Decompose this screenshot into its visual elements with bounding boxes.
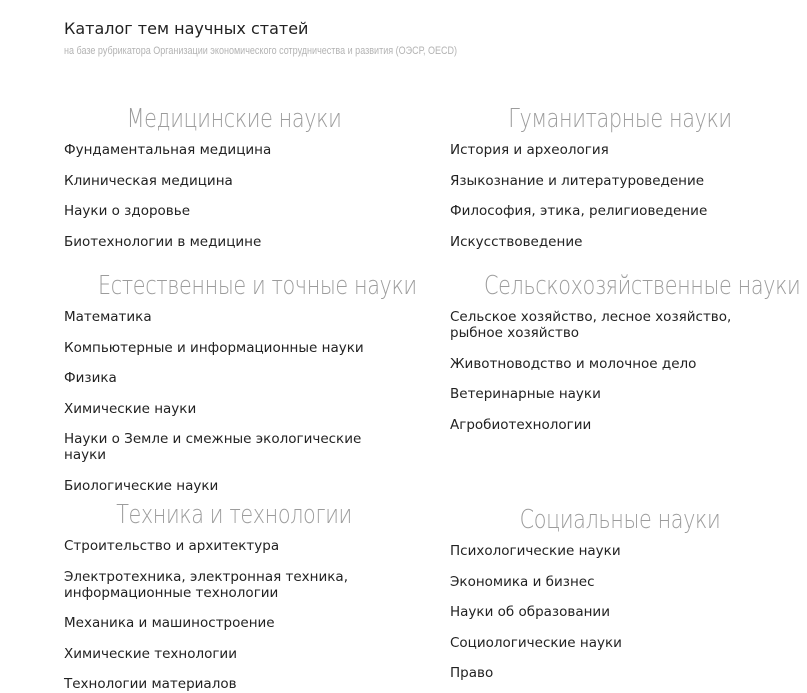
category-link[interactable]: Экономика и бизнес [450, 573, 595, 590]
category-list-agricultural [450, 309, 790, 447]
category-link[interactable]: Животноводство и молочное дело [450, 355, 697, 372]
category-link[interactable]: Механика и машиностроение [64, 615, 275, 631]
page-subtitle: на базе рубрикатора Организации экономического сотрудничества и развития (ОЭСР, OECD) [64, 45, 458, 57]
category-list-medical [64, 142, 404, 264]
category-title-agricultural: Сельскохозяйственные науки [484, 271, 801, 301]
category-link[interactable]: Сельское хозяйство, лесное хозяйство, рыбное хозяйство [450, 309, 732, 341]
category-link[interactable]: Психологические науки [450, 543, 621, 559]
category-list-humanities [450, 142, 790, 264]
category-title-engineering: Техника и технологии [116, 500, 352, 530]
category-link[interactable]: Химические технологии [64, 645, 237, 662]
category-link[interactable]: Науки об образовании [450, 604, 610, 620]
category-link[interactable]: Искусствоведение [450, 233, 583, 250]
category-link[interactable]: Физика [64, 370, 117, 386]
category-link[interactable]: Биологические науки [64, 477, 219, 494]
category-link[interactable]: Компьютерные и информационные науки [64, 339, 364, 356]
category-list-social [450, 543, 790, 681]
category-link[interactable]: Химические науки [64, 400, 197, 417]
category-link[interactable]: Науки о Земле и смежные экологические науки [64, 431, 362, 463]
category-link[interactable]: Электротехника, электронная техника, информационные технологии [64, 568, 348, 601]
category-link[interactable]: Фундаментальная медицина [64, 142, 272, 158]
category-link[interactable]: Клиническая медицина [64, 172, 233, 189]
category-link[interactable]: Ветеринарные науки [450, 386, 601, 402]
page-title: Каталог тем научных статей [64, 19, 309, 38]
category-link[interactable]: Технологии материалов [64, 676, 237, 692]
category-title-humanities: Гуманитарные науки [508, 104, 732, 134]
category-link[interactable]: Право [450, 665, 494, 681]
category-link[interactable]: История и археология [450, 142, 609, 158]
category-link[interactable]: Науки о здоровье [64, 203, 191, 219]
category-title-medical: Медицинские науки [126, 104, 342, 134]
category-link[interactable]: Философия, этика, религиоведение [450, 203, 708, 219]
category-link[interactable]: Социологические науки [450, 634, 622, 651]
category-link[interactable]: Математика [64, 309, 152, 325]
category-link[interactable]: Строительство и архитектура [64, 538, 280, 554]
category-title-social: Социальные науки [519, 505, 721, 535]
category-list-natural [64, 309, 404, 508]
category-link[interactable]: Агробиотехнологии [450, 416, 592, 433]
category-link[interactable]: Языкознание и литературоведение [450, 172, 705, 189]
category-title-natural: Естественные и точные науки [98, 271, 417, 301]
category-link[interactable]: Биотехнологии в медицине [64, 233, 262, 250]
category-list-engineering [64, 538, 404, 692]
